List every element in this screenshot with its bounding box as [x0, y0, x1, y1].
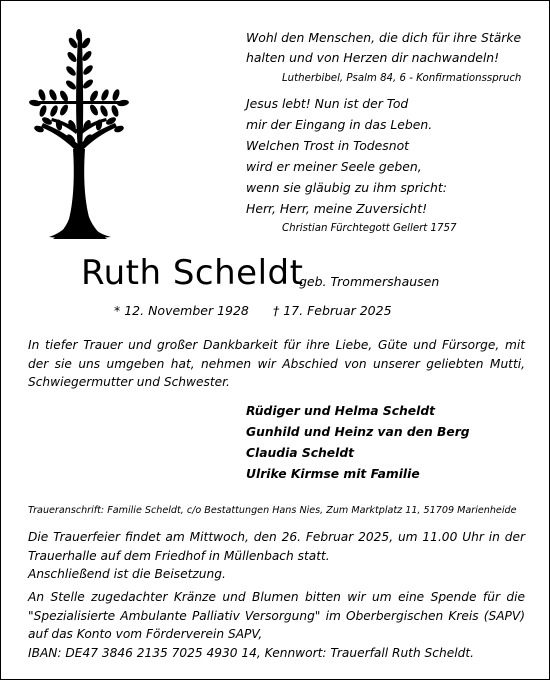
- family-member: Gunhild und Heinz van den Berg: [246, 425, 470, 439]
- mourning-address: Traueranschrift: Familie Scheldt, c/o Bestattungen Hans Nies, Zum Marktplatz 11, 51709 Marienheide: [28, 505, 517, 516]
- service-text-line: Trauerhalle auf dem Friedhof in Müllenbach statt.: [28, 548, 330, 563]
- donation-text-line: "Spezialisierte Ambulante Palliativ Versorgung" im Oberbergischen Kreis (SAPV): [28, 608, 525, 623]
- mourning-text-line: In tiefer Trauer und großer Dankbarkeit für ihre Liebe, Güte und Fürsorge, mit: [28, 338, 525, 352]
- quote2-line-4: wird er meiner Seele geben,: [246, 159, 422, 174]
- birth-date: * 12. November 1928: [114, 303, 249, 318]
- donation-text-line: IBAN: DE47 3846 2135 7025 4930 14, Kennwort: Trauerfall Ruth Scheldt.: [28, 645, 474, 660]
- quote2-line-6: Herr, Herr, meine Zuversicht!: [246, 201, 428, 216]
- deceased-birth-name: geb. Trommershausen: [299, 274, 440, 289]
- family-member: Rüdiger und Helma Scheldt: [246, 404, 436, 418]
- quote2-source: Christian Fürchtegott Gellert 1757: [282, 223, 457, 234]
- family-member: Claudia Scheldt: [246, 446, 355, 460]
- quote2-line-5: wenn sie gläubig zu ihm spricht:: [246, 180, 447, 195]
- mourning-text-line: der sie uns umgeben hat, nehmen wir Abschied von unserer geliebten Mutti,: [28, 356, 525, 371]
- donation-text-line: An Stelle zugedachter Kränze und Blumen bitten wir um eine Spende für die: [28, 590, 525, 604]
- deceased-name: Ruth Scheldt: [81, 253, 304, 293]
- service-text: [28, 528, 525, 584]
- quote1-source: Lutherbibel, Psalm 84, 6 - Konfirmationsspruch: [282, 73, 522, 84]
- tree-of-life-cross-icon: [29, 29, 129, 241]
- service-text-line: Anschließend ist die Beisetzung.: [28, 567, 226, 581]
- service-text-line: Die Trauerfeier findet am Mittwoch, den 26. Februar 2025, um 11.00 Uhr in der: [28, 530, 525, 544]
- donation-text-line: auf das Konto vom Förderverein SAPV,: [28, 627, 263, 641]
- quote2-line-1: Jesus lebt! Nun ist der Tod: [246, 96, 409, 111]
- quote2-line-3: Welchen Trost in Todesnot: [246, 138, 410, 153]
- quote2-line-2: mir der Eingang in das Leben.: [246, 117, 433, 132]
- family-member: Ulrike Kirmse mit Familie: [246, 467, 420, 481]
- quote1-line-1: Wohl den Menschen, die dich für ihre Stärke: [246, 30, 522, 45]
- mourning-text: [28, 336, 525, 392]
- death-date: † 17. Februar 2025: [273, 303, 392, 318]
- quote1-line-2: halten und von Herzen dir nachwandeln!: [246, 50, 500, 65]
- mourning-text-line: Schwiegermutter und Schwester.: [28, 375, 230, 389]
- donation-text: [28, 588, 525, 662]
